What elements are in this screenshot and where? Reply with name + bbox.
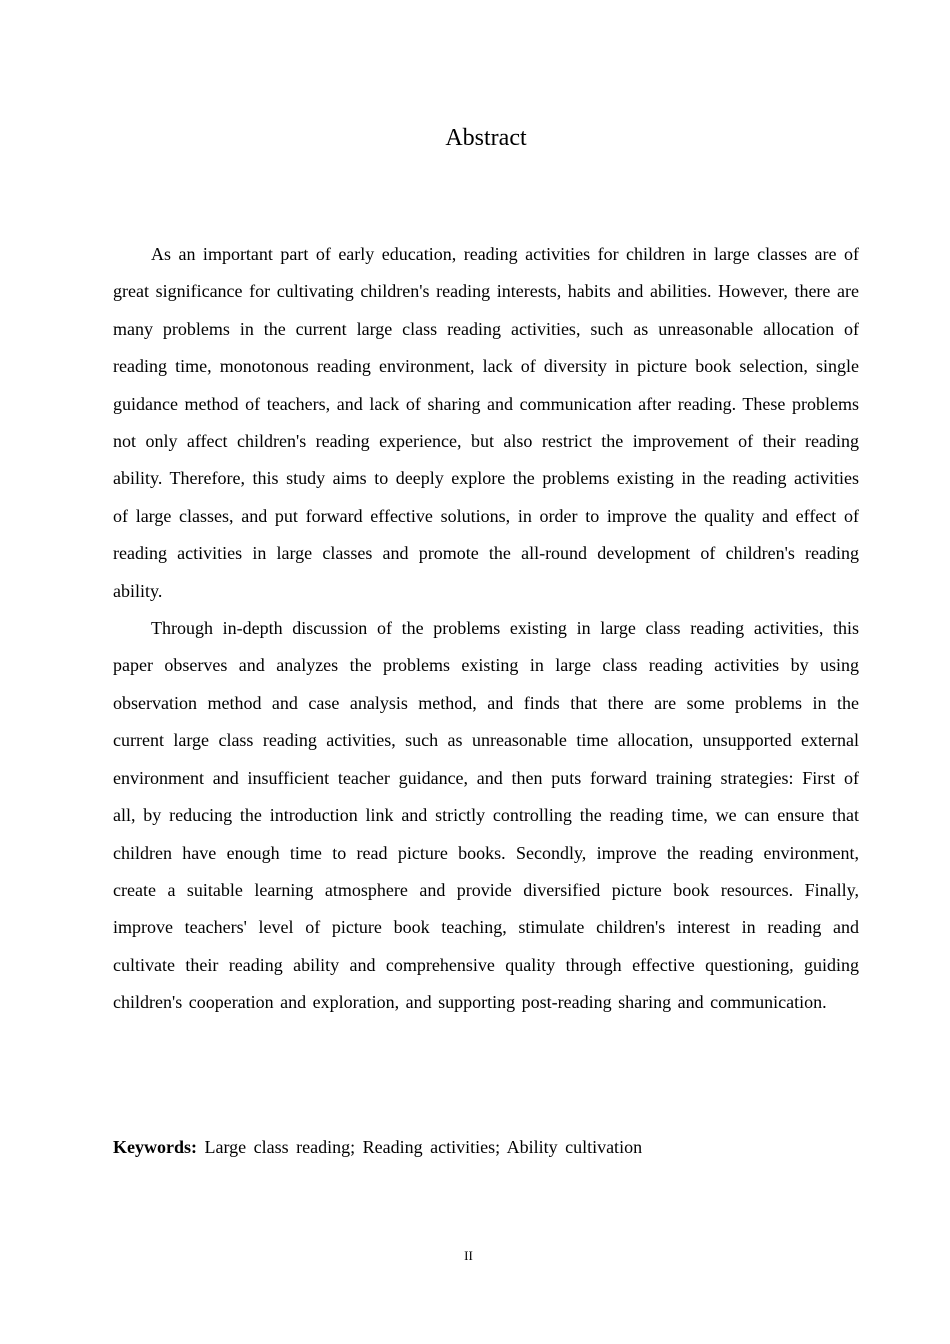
abstract-title: Abstract: [445, 125, 527, 151]
keywords-line: [113, 1129, 859, 1166]
keywords-label: Keywords:: [113, 1137, 197, 1157]
abstract-paragraph-1: As an important part of early education, reading activities for children in large classes are of great significance for cultivating children's reading interests, habits and abilities. However, there are many problems in the current large class reading activities, such as unreasonable allocation of reading time, monotonous reading environment, lack of diversity in picture book selection, single guidance method of teachers, and lack of sharing and communication after reading. These problems not only affect children's reading experience, but also restrict the improvement of their reading ability. Therefore, this study aims to deeply explore the problems existing in the reading activities of large classes, and put forward effective solutions, in order to improve the quality and effect of reading activities in large classes and promote the all-round development of children's reading ability.: [113, 244, 859, 601]
abstract-paragraph-2: Through in-depth discussion of the problems existing in large class reading activities, this paper observes and analyzes the problems existing in large class reading activities by using observation method and case analysis method, and finds that there are some problems in the current large class reading activities, such as unreasonable time allocation, unsupported external environment and insufficient teacher guidance, and then puts forward training strategies: First of all, by reducing the introduction link and strictly controlling the reading time, we can ensure that children have enough time to read picture books. Secondly, improve the reading environment, create a suitable learning atmosphere and provide diversified picture book resources. Finally, improve teachers' level of picture book teaching, stimulate children's interest in reading and cultivate their reading ability and comprehensive quality through effective questioning, guiding children's cooperation and exploration, and supporting post-reading sharing and communication.: [113, 618, 859, 1013]
abstract-body: [113, 236, 859, 1022]
keywords-text: Large class reading; Reading activities; Ability cultivation: [204, 1137, 643, 1157]
page-number: II: [464, 1248, 473, 1263]
